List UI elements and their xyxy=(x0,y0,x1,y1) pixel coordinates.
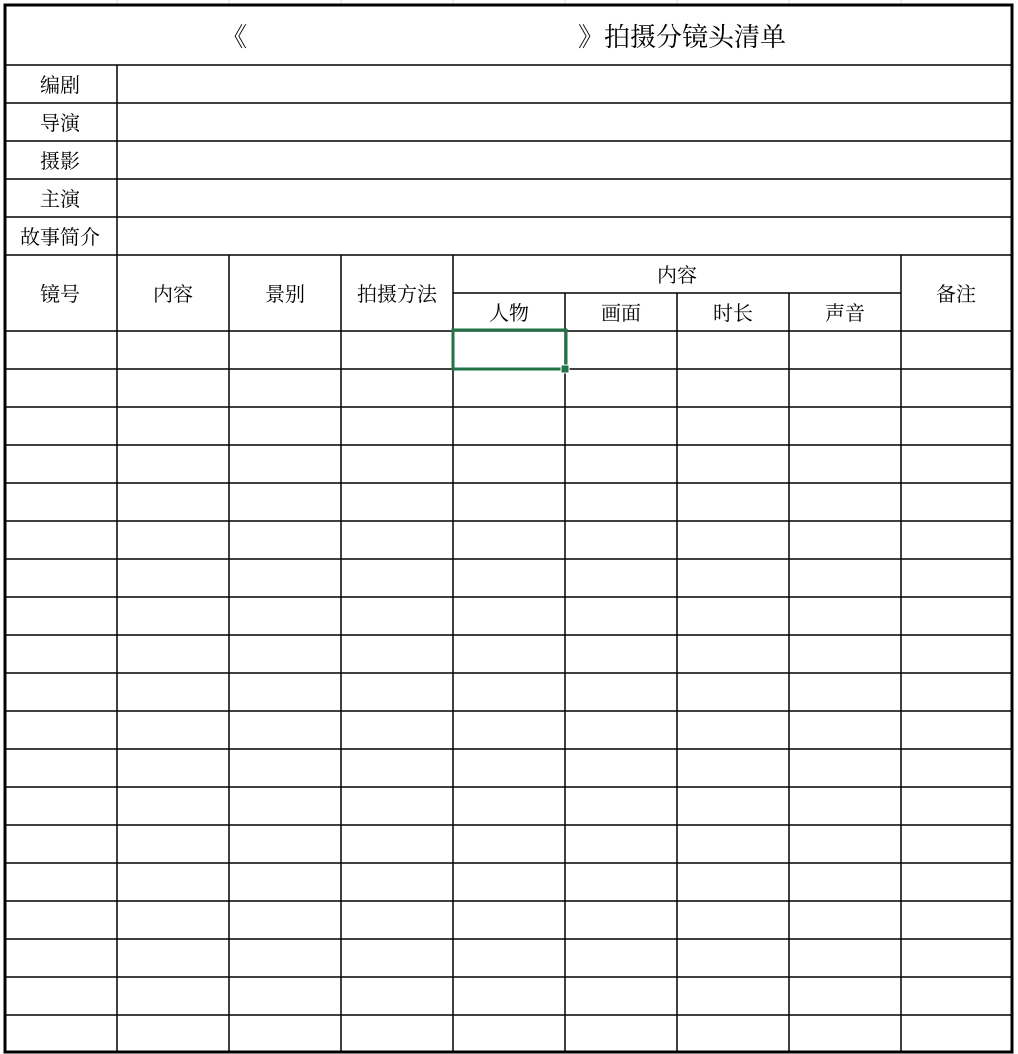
cell-method[interactable] xyxy=(341,1015,453,1052)
cell-method[interactable] xyxy=(341,863,453,901)
cell-person[interactable] xyxy=(453,445,565,483)
cell-shot-no[interactable] xyxy=(5,977,117,1015)
cell-sound[interactable] xyxy=(789,407,901,445)
cell-shot-no[interactable] xyxy=(5,901,117,939)
cell-scale[interactable] xyxy=(229,407,341,445)
cell-sound[interactable] xyxy=(789,787,901,825)
cell-person[interactable] xyxy=(453,901,565,939)
header-notes: 备注 xyxy=(936,282,976,306)
cell-method[interactable] xyxy=(341,521,453,559)
info-value-cell-director[interactable] xyxy=(117,103,1012,141)
cell-picture[interactable] xyxy=(565,369,677,407)
cell-sound[interactable] xyxy=(789,369,901,407)
cell-notes[interactable] xyxy=(901,825,1012,863)
cell-duration[interactable] xyxy=(677,863,789,901)
cell-notes[interactable] xyxy=(901,673,1012,711)
cell-scale[interactable] xyxy=(229,483,341,521)
cell-duration[interactable] xyxy=(677,369,789,407)
cell-notes[interactable] xyxy=(901,863,1012,901)
cell-duration[interactable] xyxy=(677,483,789,521)
cell-duration[interactable] xyxy=(677,1015,789,1052)
cell-picture[interactable] xyxy=(565,445,677,483)
fill-handle[interactable] xyxy=(561,365,569,373)
cell-picture[interactable] xyxy=(565,1015,677,1052)
cell-picture[interactable] xyxy=(565,825,677,863)
cell-shot-no[interactable] xyxy=(5,407,117,445)
cell-shot-no[interactable] xyxy=(5,939,117,977)
cell-method[interactable] xyxy=(341,749,453,787)
cell-duration[interactable] xyxy=(677,939,789,977)
cell-shot-no[interactable] xyxy=(5,521,117,559)
cell-shot-no[interactable] xyxy=(5,825,117,863)
cell-method[interactable] xyxy=(341,635,453,673)
cell-scale[interactable] xyxy=(229,559,341,597)
cell-duration[interactable] xyxy=(677,597,789,635)
cell-notes[interactable] xyxy=(901,749,1012,787)
cell-scale[interactable] xyxy=(229,445,341,483)
cell-content[interactable] xyxy=(117,483,229,521)
header-sound: 声音 xyxy=(825,301,865,325)
cell-duration[interactable] xyxy=(677,901,789,939)
cell-scale[interactable] xyxy=(229,825,341,863)
cell-duration[interactable] xyxy=(677,407,789,445)
cell-shot-no[interactable] xyxy=(5,673,117,711)
cell-duration[interactable] xyxy=(677,977,789,1015)
header-content: 内容 xyxy=(153,282,193,306)
cell-scale[interactable] xyxy=(229,711,341,749)
cell-shot-no[interactable] xyxy=(5,863,117,901)
cell-method[interactable] xyxy=(341,787,453,825)
cell-content[interactable] xyxy=(117,977,229,1015)
cell-content[interactable] xyxy=(117,787,229,825)
cell-sound[interactable] xyxy=(789,939,901,977)
cell-shot-no[interactable] xyxy=(5,711,117,749)
info-label-cinematographer: 摄影 xyxy=(40,149,80,173)
cell-person[interactable] xyxy=(453,977,565,1015)
cell-picture[interactable] xyxy=(565,787,677,825)
cell-scale[interactable] xyxy=(229,977,341,1015)
cell-notes[interactable] xyxy=(901,369,1012,407)
info-value-cell-cinematographer[interactable] xyxy=(117,141,1012,179)
cell-scale[interactable] xyxy=(229,521,341,559)
header-picture: 画面 xyxy=(601,301,641,325)
cell-scale[interactable] xyxy=(229,1015,341,1052)
cell-person[interactable] xyxy=(453,825,565,863)
cell-method[interactable] xyxy=(341,331,453,369)
cell-notes[interactable] xyxy=(901,407,1012,445)
cell-sound[interactable] xyxy=(789,331,901,369)
cell-scale[interactable] xyxy=(229,673,341,711)
cell-duration[interactable] xyxy=(677,673,789,711)
cell-method[interactable] xyxy=(341,673,453,711)
cell-content[interactable] xyxy=(117,559,229,597)
cell-content[interactable] xyxy=(117,635,229,673)
cell-picture[interactable] xyxy=(565,521,677,559)
cell-picture[interactable] xyxy=(565,635,677,673)
cell-duration[interactable] xyxy=(677,749,789,787)
cell-shot-no[interactable] xyxy=(5,635,117,673)
cell-content[interactable] xyxy=(117,597,229,635)
cell-method[interactable] xyxy=(341,711,453,749)
cell-content[interactable] xyxy=(117,369,229,407)
cell-picture[interactable] xyxy=(565,901,677,939)
cell-picture[interactable] xyxy=(565,749,677,787)
cell-content[interactable] xyxy=(117,711,229,749)
cell-duration[interactable] xyxy=(677,711,789,749)
cell-sound[interactable] xyxy=(789,977,901,1015)
header-shot-no: 镜号 xyxy=(40,282,80,306)
cell-sound[interactable] xyxy=(789,597,901,635)
title-cell[interactable] xyxy=(5,5,1012,65)
cell-method[interactable] xyxy=(341,939,453,977)
info-label-director: 导演 xyxy=(40,111,80,135)
cell-scale[interactable] xyxy=(229,635,341,673)
cell-notes[interactable] xyxy=(901,635,1012,673)
cell-scale[interactable] xyxy=(229,787,341,825)
cell-notes[interactable] xyxy=(901,521,1012,559)
cell-notes[interactable] xyxy=(901,445,1012,483)
cell-notes[interactable] xyxy=(901,977,1012,1015)
cell-notes[interactable] xyxy=(901,1015,1012,1052)
cell-sound[interactable] xyxy=(789,559,901,597)
cell-picture[interactable] xyxy=(565,673,677,711)
cell-method[interactable] xyxy=(341,559,453,597)
cell-method[interactable] xyxy=(341,901,453,939)
cell-scale[interactable] xyxy=(229,749,341,787)
cell-shot-no[interactable] xyxy=(5,445,117,483)
cell-shot-no[interactable] xyxy=(5,787,117,825)
page-title: 》拍摄分镜头清单 xyxy=(578,23,787,53)
cell-person[interactable] xyxy=(453,863,565,901)
header-duration: 时长 xyxy=(713,301,753,325)
cell-picture[interactable] xyxy=(565,407,677,445)
cell-scale[interactable] xyxy=(229,331,341,369)
cell-content[interactable] xyxy=(117,407,229,445)
cell-sound[interactable] xyxy=(789,825,901,863)
cell-duration[interactable] xyxy=(677,559,789,597)
cell-person[interactable] xyxy=(453,1015,565,1052)
cell-scale[interactable] xyxy=(229,901,341,939)
cell-shot-no[interactable] xyxy=(5,1015,117,1052)
cell-sound[interactable] xyxy=(789,901,901,939)
cell-sound[interactable] xyxy=(789,863,901,901)
cell-notes[interactable] xyxy=(901,939,1012,977)
cell-scale[interactable] xyxy=(229,939,341,977)
cell-person[interactable] xyxy=(453,787,565,825)
cell-picture[interactable] xyxy=(565,559,677,597)
cell-person[interactable] xyxy=(453,331,565,369)
info-label-screenwriter: 编剧 xyxy=(40,73,80,97)
cell-person[interactable] xyxy=(453,597,565,635)
cell-person[interactable] xyxy=(453,369,565,407)
cell-notes[interactable] xyxy=(901,331,1012,369)
cell-person[interactable] xyxy=(453,711,565,749)
cell-notes[interactable] xyxy=(901,711,1012,749)
cell-shot-no[interactable] xyxy=(5,369,117,407)
cell-duration[interactable] xyxy=(677,331,789,369)
cell-scale[interactable] xyxy=(229,863,341,901)
cell-duration[interactable] xyxy=(677,521,789,559)
cell-content[interactable] xyxy=(117,1015,229,1052)
cell-sound[interactable] xyxy=(789,673,901,711)
cell-sound[interactable] xyxy=(789,483,901,521)
cell-picture[interactable] xyxy=(565,863,677,901)
cell-person[interactable] xyxy=(453,521,565,559)
cell-shot-no[interactable] xyxy=(5,749,117,787)
cell-method[interactable] xyxy=(341,825,453,863)
cell-method[interactable] xyxy=(341,977,453,1015)
cell-scale[interactable] xyxy=(229,369,341,407)
cell-sound[interactable] xyxy=(789,635,901,673)
cell-notes[interactable] xyxy=(901,597,1012,635)
header-method: 拍摄方法 xyxy=(357,282,437,306)
cell-notes[interactable] xyxy=(901,901,1012,939)
cell-picture[interactable] xyxy=(565,597,677,635)
header-scale: 景别 xyxy=(265,282,305,306)
cell-duration[interactable] xyxy=(677,825,789,863)
cell-notes[interactable] xyxy=(901,483,1012,521)
cell-content[interactable] xyxy=(117,825,229,863)
cell-method[interactable] xyxy=(341,407,453,445)
info-label-synopsis: 故事简介 xyxy=(20,225,100,249)
cell-method[interactable] xyxy=(341,445,453,483)
cell-method[interactable] xyxy=(341,369,453,407)
cell-shot-no[interactable] xyxy=(5,331,117,369)
cell-content[interactable] xyxy=(117,901,229,939)
header-content-group: 内容 xyxy=(657,263,697,287)
cell-picture[interactable] xyxy=(565,977,677,1015)
cell-shot-no[interactable] xyxy=(5,597,117,635)
cell-content[interactable] xyxy=(117,331,229,369)
cell-sound[interactable] xyxy=(789,1015,901,1052)
title-open-bracket: 《 xyxy=(221,23,248,53)
cell-picture[interactable] xyxy=(565,939,677,977)
cell-sound[interactable] xyxy=(789,521,901,559)
cell-person[interactable] xyxy=(453,939,565,977)
cell-picture[interactable] xyxy=(565,331,677,369)
cell-person[interactable] xyxy=(453,559,565,597)
cell-sound[interactable] xyxy=(789,749,901,787)
cell-picture[interactable] xyxy=(565,711,677,749)
cell-method[interactable] xyxy=(341,597,453,635)
table-body xyxy=(5,331,1012,1052)
info-label-lead-actor: 主演 xyxy=(40,187,80,211)
cell-scale[interactable] xyxy=(229,597,341,635)
cell-picture[interactable] xyxy=(565,483,677,521)
cell-content[interactable] xyxy=(117,521,229,559)
cell-method[interactable] xyxy=(341,483,453,521)
cell-shot-no[interactable] xyxy=(5,559,117,597)
cell-person[interactable] xyxy=(453,483,565,521)
cell-duration[interactable] xyxy=(677,635,789,673)
cell-shot-no[interactable] xyxy=(5,483,117,521)
cell-person[interactable] xyxy=(453,635,565,673)
cell-content[interactable] xyxy=(117,445,229,483)
info-value-cell-screenwriter[interactable] xyxy=(117,65,1012,103)
cell-notes[interactable] xyxy=(901,559,1012,597)
cell-person[interactable] xyxy=(453,673,565,711)
info-value-cell-synopsis[interactable] xyxy=(117,217,1012,255)
cell-duration[interactable] xyxy=(677,787,789,825)
cell-duration[interactable] xyxy=(677,445,789,483)
cell-content[interactable] xyxy=(117,673,229,711)
cell-sound[interactable] xyxy=(789,445,901,483)
cell-person[interactable] xyxy=(453,407,565,445)
cell-sound[interactable] xyxy=(789,711,901,749)
cell-content[interactable] xyxy=(117,749,229,787)
cell-person[interactable] xyxy=(453,749,565,787)
info-value-cell-lead-actor[interactable] xyxy=(117,179,1012,217)
cell-notes[interactable] xyxy=(901,787,1012,825)
cell-content[interactable] xyxy=(117,939,229,977)
header-person: 人物 xyxy=(489,301,529,325)
cell-content[interactable] xyxy=(117,863,229,901)
